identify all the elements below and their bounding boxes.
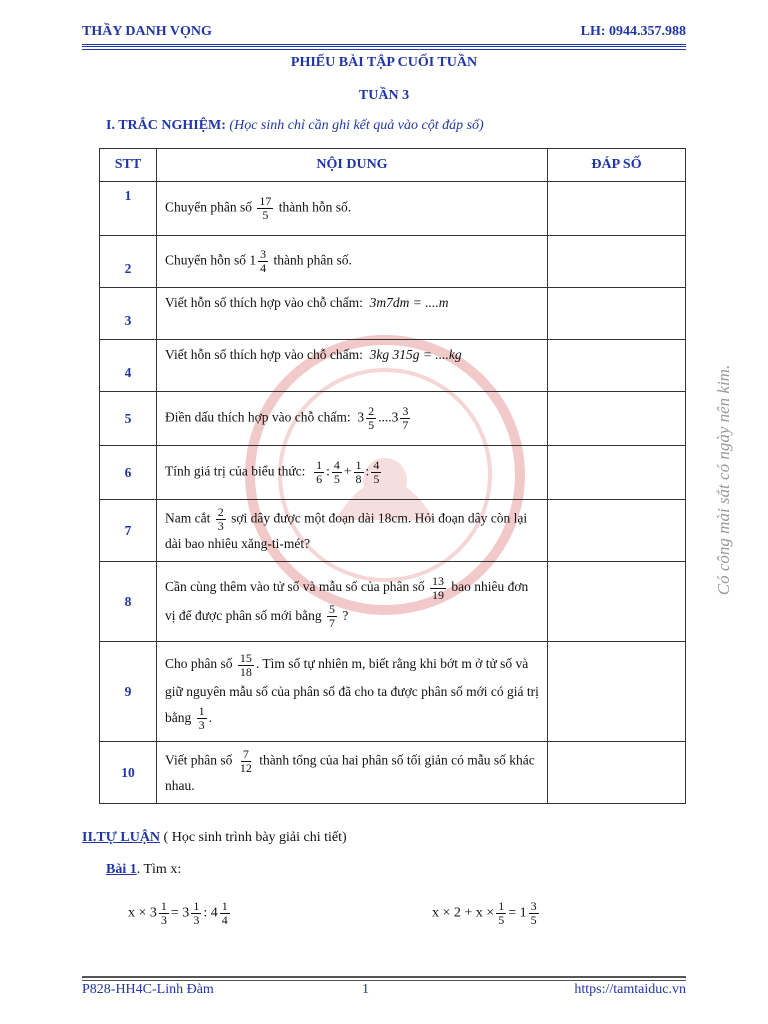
row-text: Viết hỗn số thích hợp vào chỗ chấm: <box>165 295 363 310</box>
row-number: 7 <box>100 500 157 562</box>
col-content: NỘI DUNG <box>157 149 548 182</box>
answer-cell[interactable] <box>548 742 686 804</box>
row-text: thành hỗn số. <box>278 199 352 215</box>
numerator: 15 <box>239 650 252 665</box>
exercise1-heading <box>106 862 181 878</box>
fraction <box>191 900 201 927</box>
row-content <box>157 392 548 446</box>
answer-cell[interactable] <box>548 562 686 642</box>
numerator: 1 <box>221 899 228 913</box>
table-row <box>100 500 686 562</box>
table-row <box>100 562 686 642</box>
row-content <box>157 288 548 340</box>
table-row <box>100 446 686 500</box>
row-content <box>157 182 548 236</box>
row-text: bao nhiêu đơn vị để được phân số mới bằng <box>165 579 529 623</box>
denominator: 5 <box>498 913 505 927</box>
answer-cell[interactable] <box>548 642 686 742</box>
table-row <box>100 236 686 288</box>
fraction <box>430 575 446 602</box>
page-subtitle: TUẦN 3 <box>358 88 410 103</box>
footer-website[interactable]: https://tamtaiduc.vn <box>574 982 686 997</box>
row-number: 9 <box>100 642 157 742</box>
table-row <box>100 642 686 742</box>
answer-cell[interactable] <box>548 392 686 446</box>
side-motto <box>712 320 736 640</box>
fraction <box>354 459 364 486</box>
row-text: Điền dấu thích hợp vào chỗ chấm: <box>165 409 351 425</box>
footer-divider <box>82 976 686 981</box>
quiz-table <box>99 148 686 804</box>
page-title: PHIẾU BÀI TẬP CUỐI TUẦN <box>290 55 478 70</box>
eq-part: = 1 <box>508 905 527 921</box>
row-text: . Tìm số tự nhiên m, biết rằng khi bớt m ở tử số và giữ nguyên mẫu số của phân số đã cho ta được phân số mới có giá trị bằng <box>165 656 539 725</box>
row-text: Chuyển hỗn số 1 <box>165 252 257 268</box>
fraction <box>238 748 254 775</box>
equation-2 <box>432 900 541 927</box>
exercise1-text: . Tìm x: <box>136 862 182 877</box>
denominator: 4 <box>260 261 267 275</box>
denominator: 7 <box>402 418 409 432</box>
numerator: 1 <box>160 899 167 913</box>
numerator: 1 <box>498 899 505 913</box>
numerator: 13 <box>432 573 445 588</box>
row-text: ? <box>342 607 349 623</box>
row-number: 10 <box>100 742 157 804</box>
row-expression: 3m7dm = ....m <box>369 295 449 310</box>
footer-address: P828-HH4C-Linh Đàm <box>82 982 214 997</box>
numerator: 17 <box>259 194 272 208</box>
numerator: 3 <box>530 899 537 913</box>
section2-heading <box>82 830 347 846</box>
row-text: thành tổng của hai phân số tối giản có mẫu số khác nhau. <box>165 752 535 793</box>
row-content <box>157 340 548 392</box>
row-content <box>157 236 548 288</box>
row-content: Tính giá trị của biểu thức: $\frac{1}{6}$ : $\frac{4}{5}$ + $\frac{1}{8}$ : $\frac{4}{5}$ <box>157 446 548 500</box>
numerator: 3 <box>260 247 267 261</box>
row-text: Viết hỗn số thích hợp vào chỗ chấm: <box>165 347 363 362</box>
table-header <box>100 149 686 182</box>
denominator: 3 <box>217 519 224 533</box>
header-divider <box>82 44 686 50</box>
fraction <box>314 459 324 486</box>
numerator: 2 <box>368 404 375 418</box>
row-number: 1 <box>100 182 157 236</box>
answer-cell[interactable] <box>548 340 686 392</box>
eq-part: : 4 <box>203 905 218 921</box>
section1-label: I. TRẮC NGHIỆM: <box>106 118 226 133</box>
denominator: 5 <box>262 208 269 222</box>
denominator: 19 <box>432 587 445 602</box>
denominator: 5 <box>373 472 380 486</box>
numerator: 7 <box>242 747 249 761</box>
row-content <box>157 500 548 562</box>
row-number: 6 <box>100 446 157 500</box>
numerator: 1 <box>198 703 205 718</box>
row-text: sợi dây được một đoạn dài 18cm. Hỏi đoạn dây còn lại dài bao nhiêu xăng-ti-mét? <box>165 510 528 551</box>
numerator: 1 <box>355 458 362 472</box>
row-text: Chuyển phân số <box>165 199 252 215</box>
fraction <box>258 248 268 275</box>
row-text: thành phân số. <box>273 252 352 268</box>
table-row <box>100 392 686 446</box>
row-text: Nam cắt <box>165 510 211 526</box>
fraction <box>371 459 381 486</box>
answer-cell[interactable] <box>548 182 686 236</box>
eq-part: x × 2 + x × <box>432 905 495 921</box>
numerator: 4 <box>333 458 340 472</box>
fraction <box>327 603 337 630</box>
numerator: 3 <box>402 404 409 418</box>
row-expression: 3kg 315g = ....kg <box>369 347 462 362</box>
denominator: 12 <box>239 761 252 775</box>
row-content <box>157 742 548 804</box>
fraction <box>220 900 230 927</box>
denominator: 8 <box>355 472 362 486</box>
answer-cell[interactable] <box>548 446 686 500</box>
table-row <box>100 340 686 392</box>
denominator: 5 <box>368 418 375 432</box>
answer-cell[interactable] <box>548 500 686 562</box>
row-text: Tính giá trị của biểu thức: <box>165 463 306 479</box>
equation-1 <box>128 900 232 927</box>
table-row <box>100 182 686 236</box>
exercise1-label: Bài 1 <box>106 862 137 877</box>
row-content <box>157 642 548 742</box>
table-row <box>100 288 686 340</box>
fraction <box>257 195 273 222</box>
eq-part: = 3 <box>170 905 190 921</box>
denominator: 6 <box>316 472 323 486</box>
answer-cell[interactable] <box>548 288 686 340</box>
numerator: 2 <box>217 505 224 519</box>
denominator: 5 <box>530 913 537 927</box>
denominator: 4 <box>221 913 228 927</box>
row-text: . <box>208 709 212 725</box>
page-number: 1 <box>362 982 369 997</box>
side-motto-text: Có công mài sắt có ngày nên kim. <box>714 364 733 596</box>
fraction <box>332 459 342 486</box>
numerator: 1 <box>193 899 200 913</box>
fraction <box>159 900 169 927</box>
header-contact: LH: 0944.357.988 <box>580 24 686 39</box>
section1-heading <box>106 118 484 134</box>
row-text: Cần cùng thêm vào tử số và mẫu số của phân số <box>165 579 425 595</box>
row-number: 5 <box>100 392 157 446</box>
answer-cell[interactable] <box>548 236 686 288</box>
col-answer: ĐÁP SỐ <box>548 149 686 182</box>
fraction <box>366 405 376 432</box>
row-text: Cho phân số <box>165 656 233 672</box>
fraction <box>400 405 410 432</box>
denominator: 3 <box>198 717 205 732</box>
numerator: 4 <box>373 458 380 472</box>
denominator: 5 <box>333 472 340 486</box>
denominator: 3 <box>193 913 200 927</box>
section2-label: II.TỰ LUẬN <box>82 830 161 845</box>
fraction <box>496 900 506 927</box>
denominator: 3 <box>160 913 167 927</box>
row-number: 8 <box>100 562 157 642</box>
row-number: 4 <box>100 340 157 392</box>
row-text: Viết phân số <box>165 752 233 768</box>
col-stt: STT <box>100 149 157 182</box>
whole-number: 3 <box>357 409 365 425</box>
row-content <box>157 562 548 642</box>
row-expression: ....3 <box>378 409 399 425</box>
fraction <box>529 900 539 927</box>
section2-note: ( Học sinh trình bày giải chi tiết) <box>160 830 347 845</box>
row-number: 3 <box>100 288 157 340</box>
section1-note: (Học sinh chỉ cần ghi kết quả vào cột đáp số) <box>229 118 484 133</box>
fraction <box>197 705 207 732</box>
fraction <box>216 506 226 533</box>
fraction <box>238 652 254 679</box>
table-row <box>100 742 686 804</box>
row-number: 2 <box>100 236 157 288</box>
denominator: 18 <box>239 664 252 679</box>
numerator: 1 <box>316 458 323 472</box>
eq-part: x × 3 <box>128 905 157 921</box>
denominator: 7 <box>328 615 335 630</box>
numerator: 5 <box>328 601 335 616</box>
header-author: THẦY DANH VỌNG <box>82 24 212 39</box>
